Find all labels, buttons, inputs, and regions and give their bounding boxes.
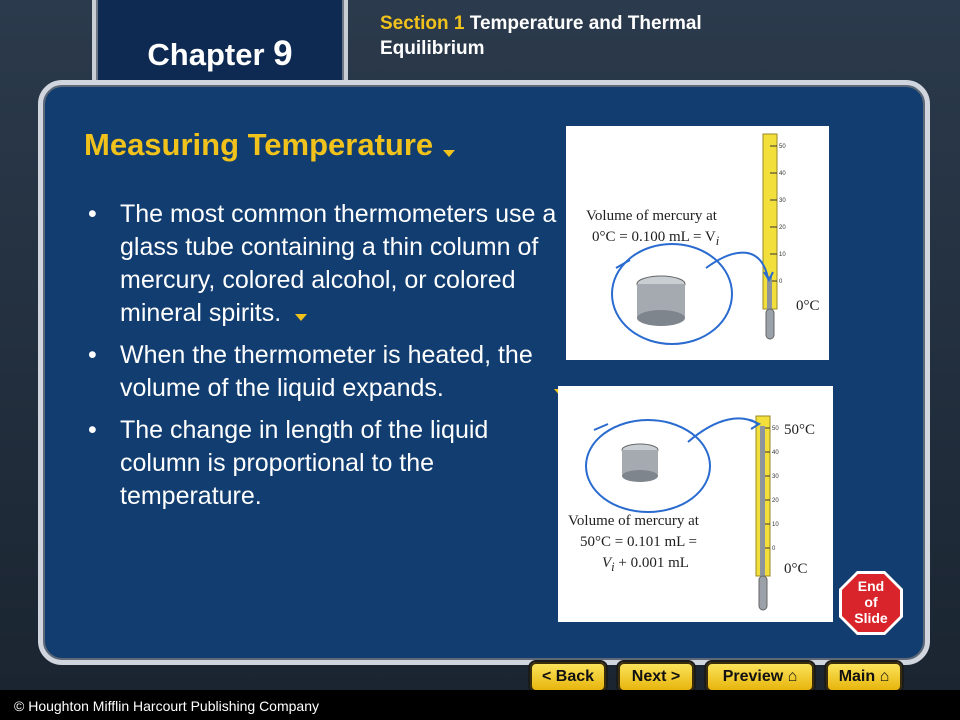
figure-caption: Volume of mercury at xyxy=(586,208,717,224)
stop-text: of xyxy=(864,594,878,610)
stop-text: End xyxy=(857,578,885,594)
main-button[interactable] xyxy=(826,662,902,692)
copyright-text: © Houghton Mifflin Harcourt Publishing Company xyxy=(14,698,319,714)
thermometer-figure-cold xyxy=(566,126,829,360)
scale-tick: 40 xyxy=(779,171,786,177)
caption-subscript: i xyxy=(611,560,615,574)
down-triangle-icon[interactable] xyxy=(295,314,307,321)
end-of-slide-label xyxy=(838,578,904,626)
house-icon: ⌂ xyxy=(787,668,798,685)
slide-heading xyxy=(84,127,455,163)
scale-tick: 10 xyxy=(779,252,786,258)
down-triangle-icon[interactable] xyxy=(443,150,455,157)
chapter-title xyxy=(96,34,344,74)
bullet-item xyxy=(88,414,568,513)
chapter-word: Chapter xyxy=(147,37,265,72)
caption-subscript: i xyxy=(715,234,720,248)
scale-tick: 30 xyxy=(779,198,786,204)
preview-label: Preview xyxy=(722,668,784,685)
bullet-text: The change in length of the liquid column is proportional to the temperature. xyxy=(120,416,489,510)
temperature-label: 50°C xyxy=(784,422,816,438)
bullet-text: The most common thermometers use a glass tube containing a thin column of mercury, colored alcohol, or colored mineral spirits. xyxy=(120,200,557,327)
bullet-list xyxy=(88,198,568,522)
caption-variable: V xyxy=(602,555,612,571)
house-icon: ⌂ xyxy=(879,668,890,685)
figure-caption xyxy=(592,227,719,251)
scale-tick: 50 xyxy=(779,144,786,150)
next-button[interactable]: Next > xyxy=(618,662,694,692)
scale-tick: 0 xyxy=(779,279,783,285)
temperature-label: 0°C xyxy=(796,298,820,314)
scale-tick: 20 xyxy=(779,225,786,231)
scale-tick: 10 xyxy=(772,522,779,528)
main-label: Main xyxy=(838,668,876,685)
temperature-label: 0°C xyxy=(784,561,808,577)
figure-caption: 50°C = 0.101 mL = xyxy=(580,534,697,550)
slide-heading-text: Measuring Temperature xyxy=(84,127,434,162)
bullet-item xyxy=(88,339,568,405)
caption-text: + 0.001 mL xyxy=(614,555,689,571)
section-name: Temperature and Thermal Equilibrium xyxy=(380,13,702,59)
section-title xyxy=(380,11,750,61)
scale-tick: 40 xyxy=(772,450,779,456)
chapter-number: 9 xyxy=(273,34,293,73)
figure-caption xyxy=(602,553,689,577)
preview-button[interactable] xyxy=(706,662,814,692)
back-button[interactable]: < Back xyxy=(530,662,606,692)
section-label: Section 1 xyxy=(380,13,465,34)
scale-tick: 20 xyxy=(772,498,779,504)
scale-tick: 0 xyxy=(772,546,776,552)
figure-caption: Volume of mercury at xyxy=(568,513,699,529)
scale-tick: 30 xyxy=(772,474,779,480)
scale-tick: 50 xyxy=(772,426,779,432)
thermometer-figure-warm xyxy=(558,386,833,622)
stop-text: Slide xyxy=(854,610,888,626)
bullet-item xyxy=(88,198,568,330)
caption-text: 0°C = 0.100 mL = V xyxy=(592,229,716,245)
bullet-text: When the thermometer is heated, the volume of the liquid expands. xyxy=(120,341,533,402)
